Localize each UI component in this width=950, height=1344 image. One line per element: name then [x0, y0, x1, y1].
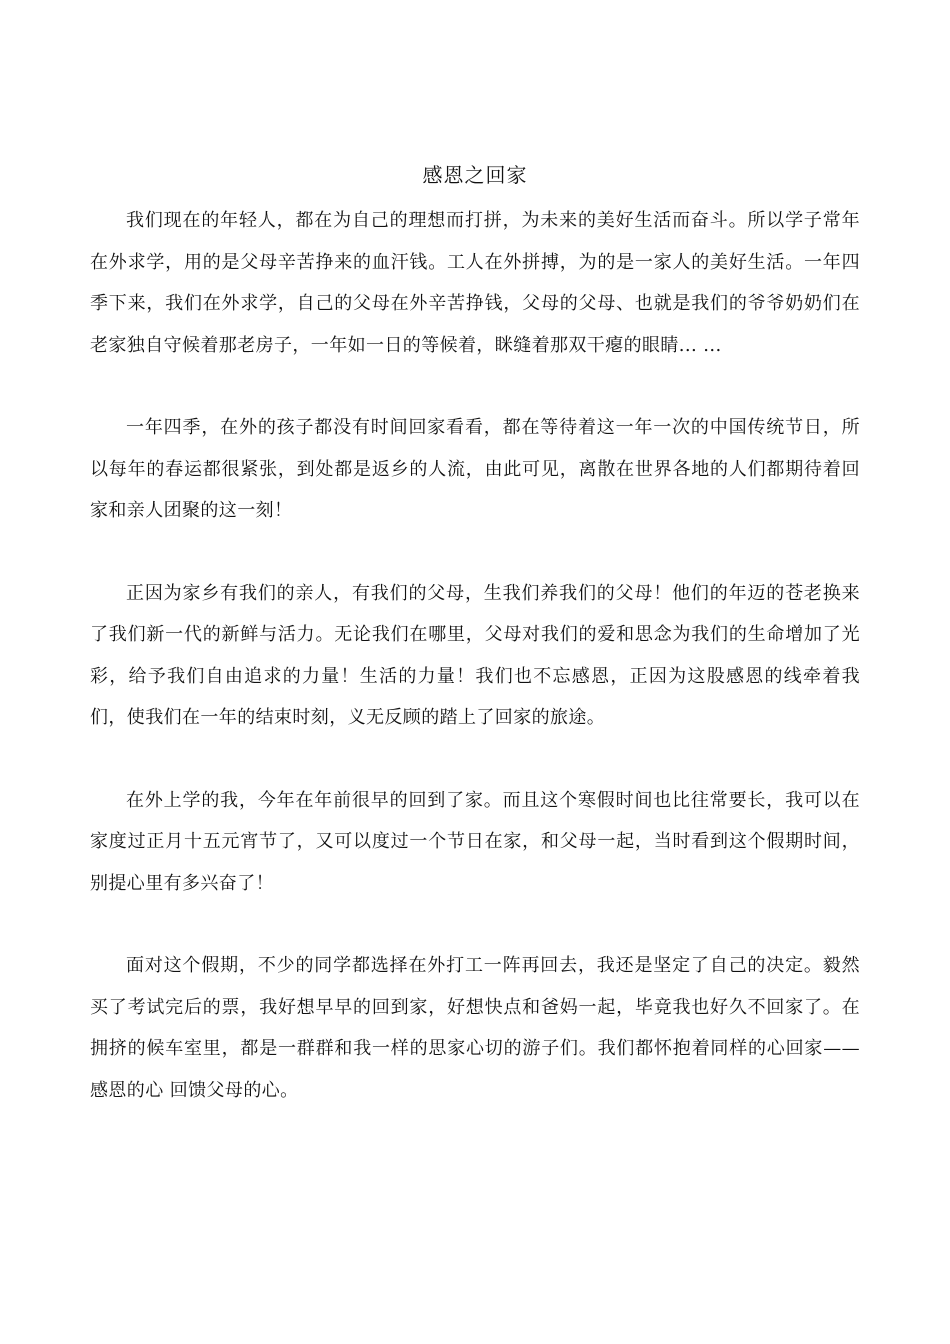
paragraph-spacer	[90, 904, 860, 945]
paragraph-4: 在外上学的我，今年在年前很早的回到了家。而且这个寒假时间也比往常要长，我可以在家度过正月十五元宵节了，又可以度过一个节日在家，和父母一起，当时看到这个假期时间，别提心里有多兴奋了！	[90, 789, 860, 894]
paragraph-1: 我们现在的年轻人，都在为自己的理想而打拼，为未来的美好生活而奋斗。所以学子常年在外求学，用的是父母辛苦挣来的血汗钱。工人在外拼搏，为的是一家人的美好生活。一年四季下来，我们在外求学，自己的父母在外辛苦挣钱，父母的父母、也就是我们的爷爷奶奶们在老家独自守候着那老房子，一年如一日的等候着，眯缝着那双干瘪的眼睛... ...	[90, 210, 860, 356]
paragraph-3: 正因为家乡有我们的亲人，有我们的父母，生我们养我们的父母！他们的年迈的苍老换来了我们新一代的新鲜与活力。无论我们在哪里，父母对我们的爱和思念为我们的生命增加了光彩，给予我们自由追求的力量！生活的力量！我们也不忘感恩，正因为这股感恩的线牵着我们，使我们在一年的结束时刻，义无反顾的踏上了回家的旅途。	[90, 582, 860, 728]
document-title: 感恩之回家	[422, 163, 528, 187]
paragraph-spacer	[90, 739, 860, 780]
paragraph-5: 面对这个假期，不少的同学都选择在外打工一阵再回去，我还是坚定了自己的决定。毅然买了考试完后的票，我好想早早的回到家，好想快点和爸妈一起，毕竟我也好久不回家了。在拥挤的候车室里，都是一群群和我一样的思家心切的游子们。我们都怀抱着同样的心回家——感恩的心 回馈父母的心。	[90, 955, 860, 1101]
paragraph-2: 一年四季，在外的孩子都没有时间回家看看，都在等待着这一年一次的中国传统节日，所以每年的春运都很紧张，到处都是返乡的人流，由此可见，离散在世界各地的人们都期待着回家和亲人团聚的这一刻！	[90, 417, 860, 521]
document-page	[90, 158, 860, 1111]
paragraph-spacer	[90, 366, 860, 407]
paragraph-spacer	[90, 532, 860, 573]
